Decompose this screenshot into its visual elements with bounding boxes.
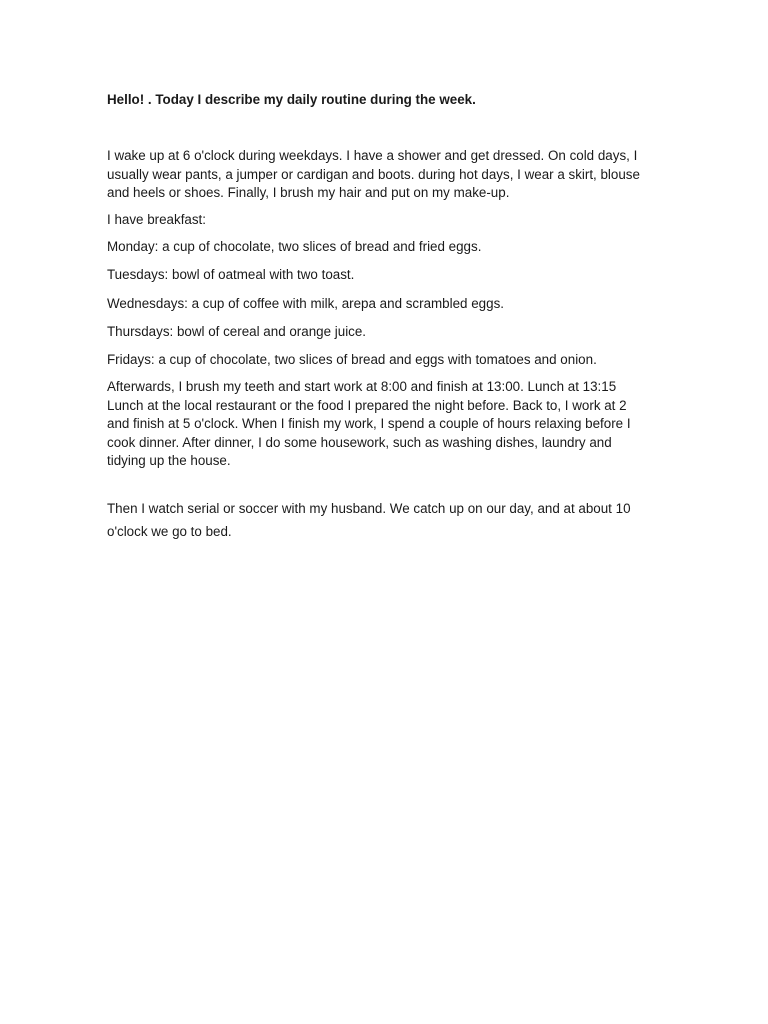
closing-paragraph <box>107 497 667 543</box>
afterwards-line: and finish at 5 o'clock. When I finish my work, I spend a couple of hours relaxing before I <box>107 416 631 432</box>
afterwards-line: Afterwards, I brush my teeth and start work at 8:00 and finish at 13:00. Lunch at 13:15 <box>107 379 617 394</box>
intro-line: and heels or shoes. Finally, I brush my hair and put on my make-up. <box>107 185 510 201</box>
afterwards-paragraph <box>107 378 667 471</box>
breakfast-heading: I have breakfast: <box>107 212 206 227</box>
afterwards-line: cook dinner. After dinner, I do some housework, such as washing dishes, laundry and <box>107 434 612 450</box>
tuesday-breakfast: Tuesdays: bowl of oatmeal with two toast. <box>107 267 355 282</box>
intro-line: I wake up at 6 o'clock during weekdays. I have a shower and get dressed. On cold days, I <box>107 148 638 163</box>
thursday-breakfast: Thursdays: bowl of cereal and orange juice. <box>107 324 367 339</box>
monday-breakfast: Monday: a cup of chocolate, two slices of bread and fried eggs. <box>107 239 482 254</box>
friday-breakfast: Fridays: a cup of chocolate, two slices of bread and eggs with tomatoes and onion. <box>107 352 597 367</box>
closing-line: o'clock we go to bed. <box>107 524 232 539</box>
document-title: Hello! . Today I describe my daily routine during the week. <box>107 92 476 107</box>
afterwards-line: Lunch at the local restaurant or the food I prepared the night before. Back to, I work at 2 <box>107 397 627 413</box>
afterwards-line: tidying up the house. <box>107 453 231 469</box>
intro-paragraph <box>107 147 667 203</box>
intro-line: usually wear pants, a jumper or cardigan and boots. during hot days, I wear a skirt, blouse <box>107 166 640 182</box>
closing-line: Then I watch serial or soccer with my husband. We catch up on our day, and at about 10 <box>107 501 631 516</box>
wednesday-breakfast: Wednesdays: a cup of coffee with milk, arepa and scrambled eggs. <box>107 296 504 311</box>
